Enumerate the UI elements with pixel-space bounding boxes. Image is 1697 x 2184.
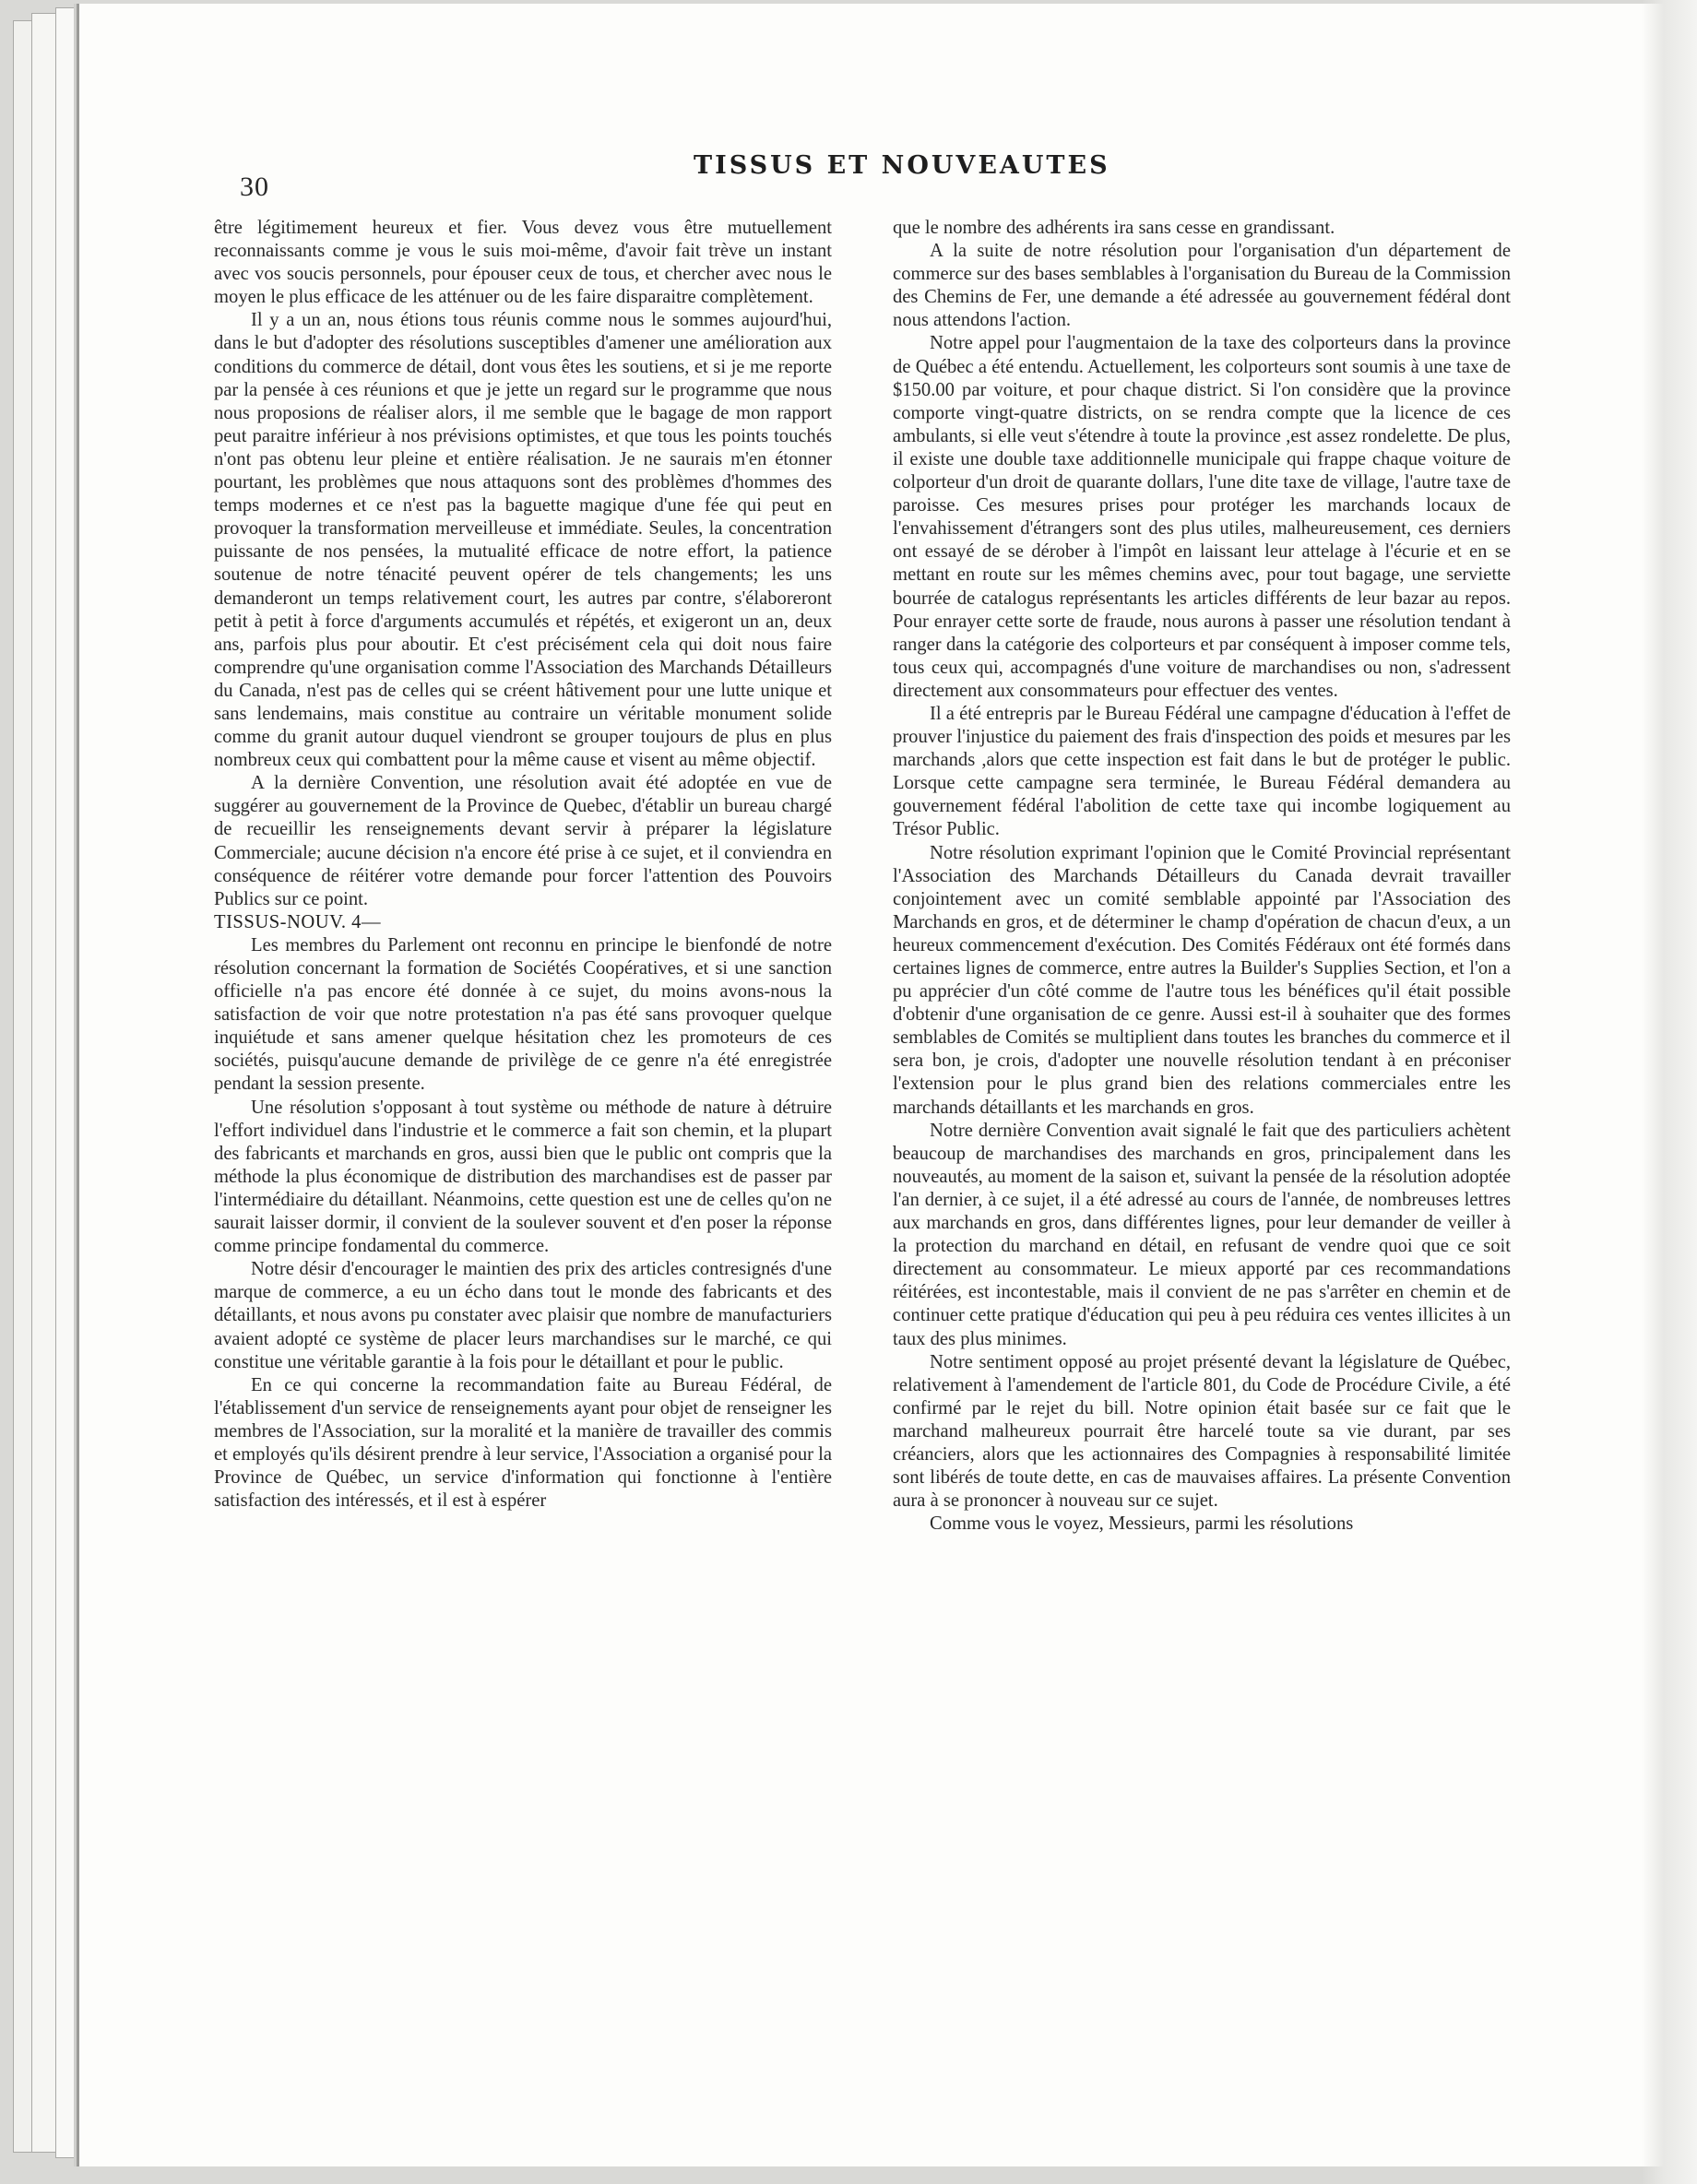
sub-heading: TISSUS-NOUV. 4— bbox=[214, 911, 382, 932]
journal-title: TISSUS ET NOUVEAUTES bbox=[694, 151, 1110, 180]
paragraph: être légitimement heureux et fier. Vous devez vous être mutuellement reconnaissants comme je vous le suis moi-même, d'avoir fait trève un instant avec vos soucis personnels, pour épouser ceux de tous, et chercher avec nous le moyen le plus efficace de les atténuer ou de les faire disparaitre complètement. bbox=[214, 218, 832, 308]
paragraph: Notre désir d'encourager le maintien des prix des articles contresignés d'une marque de commerce, a eu un écho dans tout le monde des fabricants et des détaillants, et nous avons pu constater avec plaisir que nombre de manufacturiers avaient adopté ce système de placer leurs marchandises sur le marché, ce qui constitue une véritable garantie à la fois pour le détaillant et pour le public. bbox=[214, 1259, 832, 1372]
paragraph: Les membres du Parlement ont reconnu en principe le bienfondé de notre résolution concernant la formation de Sociétés Coopératives, et si une sanction officielle n'a pas encore été donnée à ce sujet, du moins avons-nous la satisfaction de voir que notre protestation n'a pas été sans provoquer quelque inquiétude et sans amener quelque hésitation chez les promoteurs de ces sociétés, puisqu'aucune demande de privilège de ce genre n'a été enregistrée pendant la session presente. bbox=[214, 934, 832, 1095]
scan-shadow bbox=[1642, 0, 1697, 2184]
paragraph: Il a été entrepris par le Bureau Fédéral une campagne d'éducation à l'effet de prouver l'injustice du paiement des frais d'inspection des poids et mesures par les marchands ,alors que cette inspection est fait dans le but de protéger le public. Lorsque cette campagne sera terminée, le Bureau Fédéral demandera au gouvernement fédéral l'abolition de cette taxe qui incombe logiquement au Trésor Public. bbox=[893, 703, 1511, 840]
paragraph: Comme vous le voyez, Messieurs, parmi les résolutions bbox=[930, 1513, 1354, 1535]
paragraph: Notre appel pour l'augmentaion de la taxe des colporteurs dans la province de Québec a été entendu. Actuellement, les colporteurs sont soumis à une taxe de $150.00 par voiture, et pour chaque district. Si l'on considère que la province comporte vingt-quatre districts, on se rendra compte que la licence de ces ambulants, si elle veut s'étendre à toute la province ,est assez rondelette. De plus, il existe une double taxe additionnelle municipale qui frappe chaque voiture de colporteur d'un droit de quarante dollars, l'une dite taxe de village, l'autre taxe de paroisse. Ces mesures prises pour protéger les marchands locaux de l'envahissement d'étrangers sont des plus utiles, malheureusement, ces derniers ont essayé de se dérober à l'impôt en laissant leur attelage à l'écurie et en se mettant en route sur les mêmes chemins avec, pour tout bagage, une serviette bourrée de catalogus représentants les articles différents de leur bazar au repos. Pour enrayer cette sorte de fraude, nous aurons à passer une résolution tendant à ranger dans la catégorie des colporteurs et par conséquent à imposer comme tels, tous ceux qui, accompagnés d'une voiture de marchandises ou non, s'adressent directement aux consommateurs pour effectuer des ventes. bbox=[893, 333, 1511, 701]
paragraph: Notre résolution exprimant l'opinion que le Comité Provincial représentant l'Association des Marchands Détailleurs du Canada devrait travailler conjointement avec un comité semblable appointé par l'Association des Marchands en gros, et de déterminer le champ d'opération de chacun d'eux, a un heureux commencement d'exécution. Des Comités Fédéraux ont été formés dans certaines lignes de commerce, entre autres la Builder's Supplies Section, et l'on a pu apprécier d'un côté comme de l'autre tous les bénéfices qu'il était possible d'obtenir d'une organisation de ce genre. Aussi est-il à souhaiter que des formes semblables de Comités se multiplient dans toutes les branches du commerce et il sera bon, je crois, d'adopter une nouvelle résolution tendant à en préconiser l'extension pour le plus grand bien des relations commerciales entre les marchands détaillants et les marchands en gros. bbox=[893, 842, 1511, 1118]
right-column bbox=[893, 217, 1511, 1536]
paragraph: Notre sentiment opposé au projet présenté devant la législature de Québec, relativement à l'amendement de l'article 801, du Code de Procédure Civile, a été confirmé par le rejet du bill. Notre opinion était basée sur ce fait que le marchand malheureux pourrait être harcelé toute sa vie durant, par ses créanciers, alors que les actionnaires des Compagnies à responsabilité limitée sont libérés de toute dette, en cas de mauvaises affaires. La présente Convention aura à se prononcer à nouveau sur ce sujet. bbox=[893, 1351, 1511, 1512]
paragraph: En ce qui concerne la recommandation faite au Bureau Fédéral, de l'établissement d'un service de renseignements ayant pour objet de renseigner les membres de l'Association, sur la moralité et la manière de travailler des commis et employés qu'ils désirent prendre à leur service, l'Association a organisé pour la Province de Québec, un service d'information qui fonctionne à l'entière satisfaction des intéressés, et il est à espérer bbox=[214, 1374, 832, 1512]
paragraph: Il y a un an, nous étions tous réunis comme nous le sommes aujourd'hui, dans le but d'adopter des résolutions susceptibles d'amener une amélioration aux conditions du commerce de détail, dont vous êtes les soutiens, et si je me reporte par la pensée à ces réunions et que je jette un regard sur le programme que nous nous proposions de réaliser alors, il me semble que le bagage de mon rapport peut paraitre inférieur à nos prévisions optimistes, et que tous les points touchés n'ont pas obtenu leur pleine et entière réalisation. Je ne saurais m'en étonner pourtant, les problèmes que nous attaquons sont des problèmes d'hommes des temps modernes et ce n'est pas la baguette magique d'une fée qui peut en provoquer la transformation merveilleuse et immédiate. Seules, la concentration puissante de nos pensées, la mutualité efficace de notre effort, la patience soutenue de notre ténacité peuvent opérer de tels changements; les uns demanderont un temps relativement court, les autres par contre, s'élaboreront petit à petit à force d'arguments accumulés et répétés, et exigeront un an, deux ans, parfois plus pour aboutir. Et c'est précisément cela qui doit nous faire comprendre qu'une organisation comme l'Association des Marchands Détailleurs du Canada, n'est pas de celles qui se créent hâtivement pour une lutte unique et sans lendemains, mais constitue au contraire un véritable monument solide comme du granit autour duquel viendront se grouper toujours de plus en plus nombreux ceux qui combattent pour la même cause et visent au même objectif. bbox=[214, 310, 832, 771]
left-column bbox=[214, 217, 832, 1513]
page-number: 30 bbox=[240, 172, 269, 202]
page-header bbox=[0, 151, 1697, 202]
paragraph: que le nombre des adhérents ira sans cesse en grandissant. bbox=[893, 218, 1335, 238]
paragraph: A la dernière Convention, une résolution avait été adoptée en vue de suggérer au gouvernement de la Province de Quebec, d'établir un bureau chargé de recueillir les renseignements devant servir à préparer la législature Commerciale; aucune décision n'a encore été prise à ce sujet, et il conviendra en conséquence de réitérer votre demande pour forcer l'attention des Pouvoirs Publics sur ce point. bbox=[214, 773, 832, 909]
paragraph: Notre dernière Convention avait signalé le fait que des particuliers achètent beaucoup de marchandises des marchands en gros, principalement dans les nouveautés, au moment de la saison et, suivant la pensée de la résolution adoptée l'an dernier, à ce sujet, il a été adressé au cours de l'année, de nombreuses lettres aux marchands en gros, dans différentes lignes, pour leur demander de veiller à la protection du marchand en détail, en refusant de vendre quoi que ce soit directement au consommateur. Le mieux apporté par ces recommandations réitérées, est incontestable, mais il convient de ne pas s'arrêter en chemin et de continuer cette pratique d'éducation qui peu à peu réduira ces ventes illicites à un taux des plus minimes. bbox=[893, 1120, 1511, 1349]
paragraph: A la suite de notre résolution pour l'organisation d'un département de commerce sur des bases semblables à l'organisation du Bureau de la Commission des Chemins de Fer, une demande a été adressée au gouvernement fédéral dont nous attendons l'action. bbox=[893, 241, 1511, 331]
paragraph: Une résolution s'opposant à tout système ou méthode de nature à détruire l'effort individuel dans l'industrie et le commerce a fait son chemin, et la plupart des fabricants et marchands en gros, aussi bien que le public ont compris que la méthode la plus économique de distribution des marchandises est de passer par l'intermédiaire du détaillant. Néanmoins, cette question est une de celles qu'on ne saurait laisser dormir, il convient de la soulever souvent et d'en poser la réponse comme principe fondamental du commerce. bbox=[214, 1097, 832, 1257]
